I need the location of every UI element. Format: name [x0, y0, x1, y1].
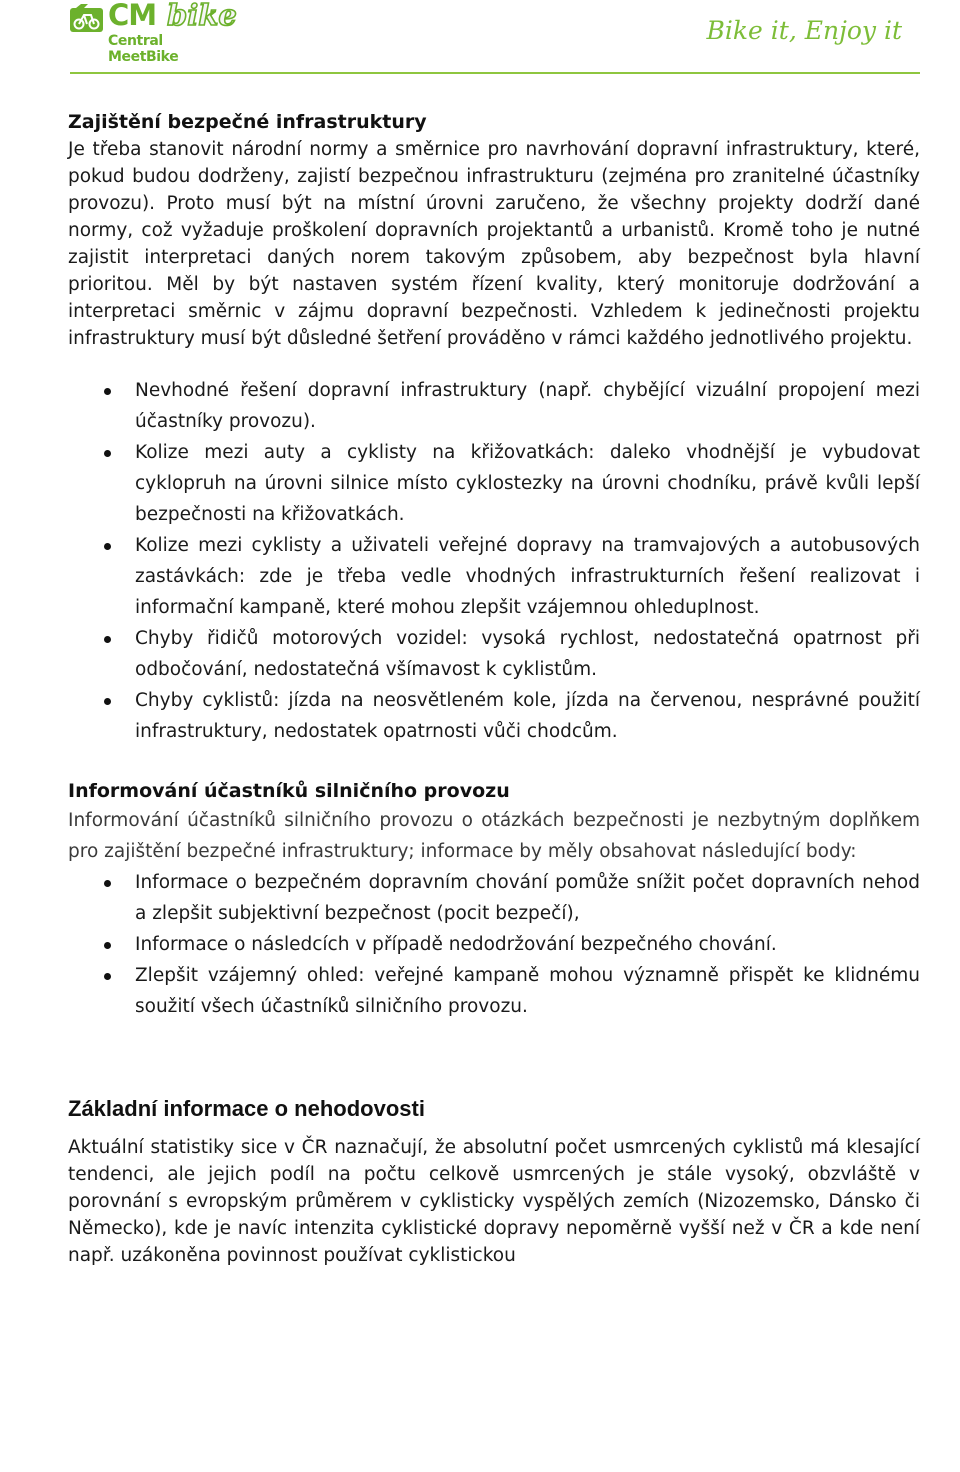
bullet-icon: [104, 973, 111, 980]
list-item: Kolize mezi auty a cyklisty na křižovatkách: daleko vhodnější je vybudovat cyklopruh na úrovni silnice místo cyklostezky na úrovni chodníku, právě kvůli lepší bezpečnosti na křižovatkách.: [68, 437, 920, 530]
section-infrastructure: [68, 108, 920, 747]
logo-accent-text: bike: [167, 0, 237, 32]
section-heading: Zajištění bezpečné infrastruktury: [68, 111, 427, 133]
slogan: Bike it, Enjoy it: [706, 16, 902, 45]
document-body: [68, 108, 920, 1269]
bullet-icon: [104, 636, 111, 643]
bike-logo-icon: [70, 4, 104, 34]
page-header: [0, 0, 960, 78]
list-item: Chyby řidičů motorových vozidel: vysoká rychlost, nedostatečná opatrnost při odbočování, nedostatečná všímavost k cyklistům.: [68, 623, 920, 685]
logo-main-text: CM: [108, 0, 157, 32]
header-divider: [70, 72, 920, 74]
section-accident-info: [68, 1094, 920, 1269]
bullet-icon: [104, 880, 111, 887]
section-paragraph: Informování účastníků silničního provozu o otázkách bezpečnosti je nezbytným doplňkem pro zajištění bezpečné infrastruktury; informace by měly obsahovat následující body:: [68, 810, 920, 862]
logo-subtitle: Central MeetBike: [108, 33, 179, 65]
list-item: Informace o bezpečném dopravním chování pomůže snížit počet dopravních nehod a zlepšit subjektivní bezpečnost (pocit bezpečí),: [68, 867, 920, 929]
list-item: Chyby cyklistů: jízda na neosvětleném kole, jízda na červenou, nesprávné použití infrastruktury, nedostatek opatrnosti vůči chodcům.: [68, 685, 920, 747]
bullet-icon: [104, 388, 111, 395]
bullet-icon: [104, 942, 111, 949]
bullet-icon: [104, 543, 111, 550]
cmbike-logo: [70, 0, 237, 65]
bullet-icon: [104, 450, 111, 457]
section-paragraph: Aktuální statistiky sice v ČR naznačují, že absolutní počet usmrcených cyklistů má klesající tendenci, ale jejich podíl na počtu celkově usmrcených je stále vysoký, obzvláště v porovnání s evropským průměrem v cyklisticky vyspělých zemích (Nizozemsko, Dánsko či Německo), kde je navíc intenzita cyklistické dopravy nepoměrně vyšší než v ČR a kde není např. uzákoněna povinnost používat cyklistickou: [68, 1137, 920, 1266]
list-item: Nevhodné řešení dopravní infrastruktury (např. chybějící vizuální propojení mezi účastníky provozu).: [68, 375, 920, 437]
section-paragraph: Je třeba stanovit národní normy a směrnice pro navrhování dopravní infrastruktury, které, pokud budou dodrženy, zajistí bezpečnou infrastrukturu (zejména pro zranitelné účastníky provozu). Proto musí být na místní úrovni zaručeno, že všechny projekty dodrží dané normy, což vyžaduje proškolení dopravních projektantů a urbanistů. Kromě toho je nutné zajistit interpretaci daných norem takovým způsobem, aby bezpečnost byla hlavní prioritou. Měl by být nastaven systém řízení kvality, který monitoruje dodržování a interpretaci směrnic v zájmu dopravní bezpečnosti. Vzhledem k jedinečnosti projektu infrastruktury musí být důsledné šetření prováděno v rámci každého jednotlivého projektu.: [68, 139, 920, 349]
bullet-list: [68, 375, 920, 747]
list-item: Kolize mezi cyklisty a uživateli veřejné dopravy na tramvajových a autobusových zastávkách: zde je třeba vedle vhodných infrastrukturních řešení realizovat i informační kampaně, které mohou zlepšit vzájemnou ohleduplnost.: [68, 530, 920, 623]
section-heading: Základní informace o nehodovosti: [68, 1096, 425, 1121]
list-item: Zlepšit vzájemný ohled: veřejné kampaně mohou významně přispět ke klidnému soužití všech účastníků silničního provozu.: [68, 960, 920, 1022]
bullet-list: [68, 867, 920, 1022]
bullet-icon: [104, 698, 111, 705]
section-heading: Informování účastníků silničního provozu: [68, 780, 510, 802]
section-road-users-info: [68, 777, 920, 1022]
list-item: Informace o následcích v případě nedodržování bezpečného chování.: [68, 929, 920, 960]
